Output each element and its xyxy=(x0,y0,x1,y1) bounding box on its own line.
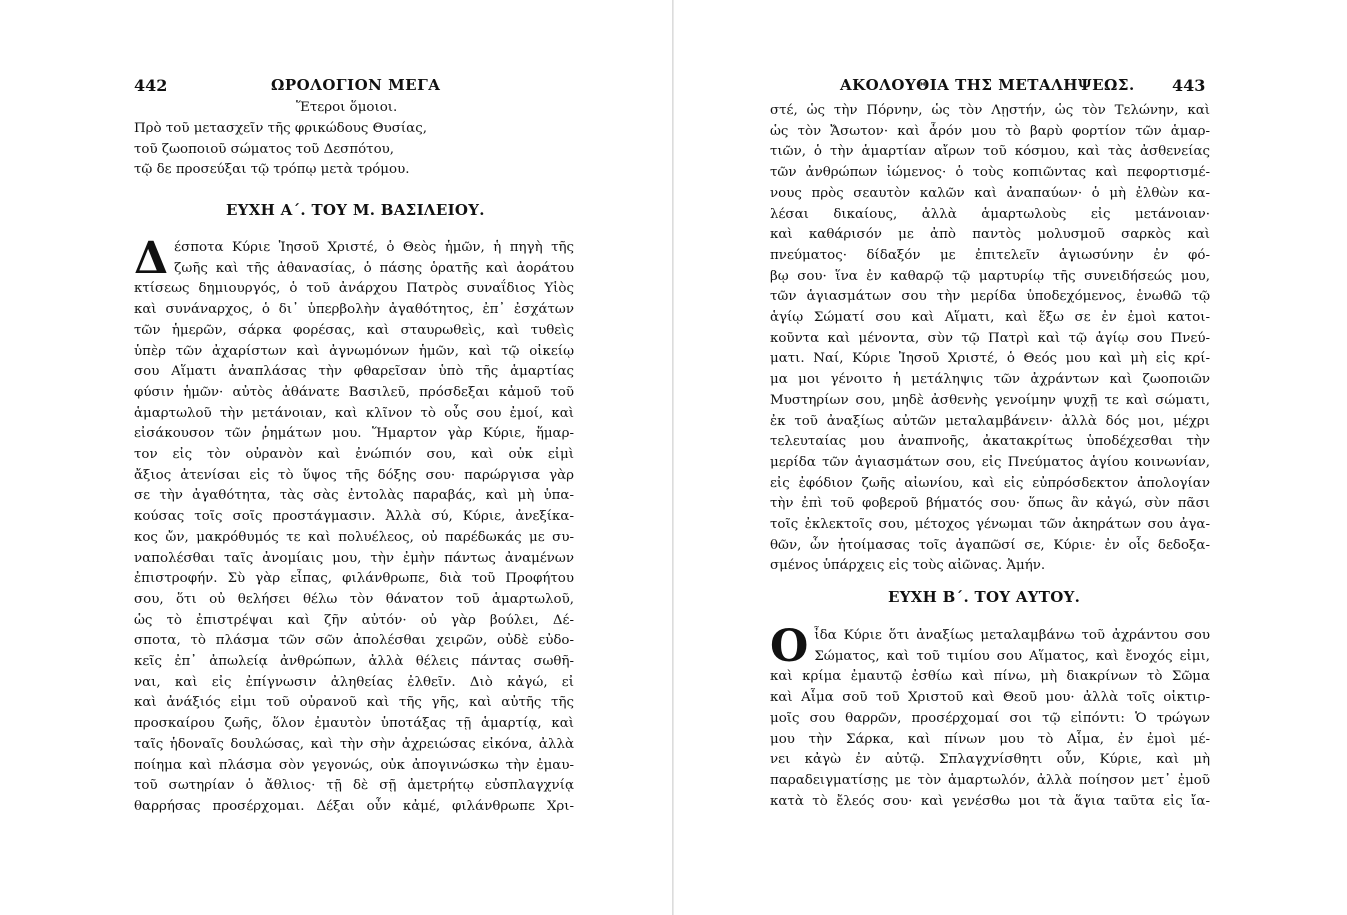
text-line: θῶν, ὧν ἡτοίμασας τοῖς ἀγαπῶσί σε, Κύριε· ἐν οἷς δεδοξα- xyxy=(770,537,1210,553)
intro-heading: Ἕτεροι ὅμοιοι. xyxy=(296,100,398,115)
text-line: τῶν ἀνθρώπων ἰώμενος· ὁ τοὺς κοπιῶντας καὶ πεφορτισμέ- xyxy=(770,165,1210,181)
text-line: στέ, ὡς τὴν Πόρνην, ὡς τὸν Λῃστήν, ὡς τὸν Τελώνην, καὶ xyxy=(770,103,1210,118)
prayer-title-2: ΕΥΧΗ Β΄. ΤΟΥ ΑΥΤΟΥ. xyxy=(888,588,1081,606)
text-line: ἁγίῳ Σώματί σου καὶ Αἵματι, καὶ ἕξω σε ἐν ἐμοὶ κατοι- xyxy=(770,310,1210,326)
intro-verse-line: τοῦ ζωοποιοῦ σώματος τοῦ Δεσπότου, xyxy=(134,141,395,157)
text-line: ὑπὲρ τῶν ἀχαρίστων καὶ ἀγνωμόνων ἡμῶν, καὶ τῷ οἰκείῳ xyxy=(134,343,574,359)
text-line: τῶν ἡμερῶν, σάρκα φορέσας, καὶ σταυρωθεὶς, καὶ τυθεὶς xyxy=(134,322,574,338)
text-line: τον εἰς τὸν οὐρανὸν καὶ ἐνώπιόν σου, καὶ οὐκ εἰμὶ xyxy=(134,447,574,463)
text-line: ναι, καὶ εἰς ἐπίγνωσιν ἀληθείας ἐλθεῖν. Διὸ κἀγώ, εἰ xyxy=(134,674,574,690)
text-line: τὴν ἐπὶ τοῦ φοβεροῦ βήματός σου· ὅπως ἂν κἀγώ, σὺν πᾶσι xyxy=(770,496,1210,512)
left-header xyxy=(134,76,564,100)
text-line: καὶ ἀνάξιός εἰμι τοῦ οὐρανοῦ καὶ τῆς γῆς, καὶ αὐτῆς τῆς xyxy=(134,695,574,711)
text-line: εἰσάκουσον τῶν ῥημάτων μου. Ἥμαρτον γὰρ Κύριε, ἥμαρ- xyxy=(134,426,574,442)
text-line: Σώματος, καὶ τοῦ τιμίου σου Αἵματος, καὶ ἔνοχός εἰμι, xyxy=(814,648,1210,664)
text-line: καὶ κρίμα ἐμαυτῷ ἐσθίω καὶ πίνω, μὴ διακρίνων τὸ Σῶμα xyxy=(770,669,1210,685)
drop-cap-omicron: Ο xyxy=(770,621,809,672)
text-line: σου, ὅτι οὐ θελήσει θέλω τὸν θάνατον τοῦ ἁμαρτωλοῦ, xyxy=(134,591,574,607)
right-header xyxy=(770,76,1210,100)
text-line: προσκαίρου ζωῆς, ὅλον ἐμαυτὸν ὑποτάξας τῇ ἁμαρτίᾳ, καὶ xyxy=(134,716,574,732)
text-line: κτίσεως δημιουργός, ὁ τοῦ ἀνάρχου Πατρὸς συναΐδιος Υἱὸς xyxy=(134,281,574,297)
text-line: ὡς τὸ ἐπιστρέψαι καὶ ζῆν αὐτόν· οὐ γὰρ βούλει, Δέ- xyxy=(134,612,574,628)
text-line: σποτα, τὸ πλάσμα τῶν σῶν ἀπολέσθαι χειρῶν, οὐδὲ εὐδο- xyxy=(134,633,574,649)
prayer-1-continuation xyxy=(770,101,1210,577)
text-line: κεῖς ἐπ᾽ ἀπωλείᾳ ἀνθρώπων, ἀλλὰ θέλεις πάντας σωθῆ- xyxy=(134,654,574,670)
text-line: Μυστηρίων σου, μηδὲ ἀσθενὴς γενοίμην ψυχῇ τε καὶ σώματι, xyxy=(770,392,1210,408)
right-page xyxy=(674,0,1347,915)
text-line: μερίδα τῶν ἁγιασμάτων σου, εἰς Πνεύματος ἁγίου κοινωνίαν, xyxy=(770,454,1210,470)
text-line: πνεύματος· δίδαξόν με ἐπιτελεῖν ἁγιωσύνην ἐν φό- xyxy=(770,247,1210,263)
text-line: έσποτα Κύριε Ἰησοῦ Χριστέ, ὁ Θεὸς ἡμῶν, ἡ πηγὴ τῆς xyxy=(174,240,574,255)
text-line: ἶδα Κύριε ὅτι ἀναξίως μεταλαμβάνω τοῦ ἀχράντου σου xyxy=(814,628,1210,643)
text-line: μα μοι γένοιτο ἡ μετάληψις τῶν ἀχράντων καὶ ζωοποιῶν xyxy=(770,372,1210,388)
text-line: καὶ Αἷμα σοῦ τοῦ Χριστοῦ καὶ Θεοῦ μου· ἀλλὰ τοῖς οἰκτιρ- xyxy=(770,690,1210,706)
text-line: ἁμαρτωλοῦ τὴν μετάνοιαν, καὶ κλῖνον τὸ οὖς σου ἐμοί, καὶ xyxy=(134,405,574,421)
intro-verse-line: Πρὸ τοῦ μετασχεῖν τῆς φρικώδους Θυσίας, xyxy=(134,121,427,136)
text-line: παραδειγματίσῃς με τὸν ἁμαρτωλόν, ἀλλὰ ποίησον μετ᾽ ἐμοῦ xyxy=(770,772,1210,788)
page-number-left: 442 xyxy=(134,76,168,95)
text-line: κατὰ τὸ ἔλεός σου· καὶ γενέσθω μοι τὰ ἅγια ταῦτα εἰς ἴα- xyxy=(770,793,1210,809)
text-line: ἄξιος ἀτενίσαι εἰς τὸ ὕψος τῆς δόξης σου· παρώργισα γὰρ xyxy=(134,467,574,483)
text-line: ναπολέσθαι ταῖς ἀνομίαις μου, τὴν ἐμὴν πάντως ἀναμένων xyxy=(134,550,574,566)
text-line: ποίημα καὶ πλάσμα σὸν γεγονώς, οὐκ ἀπογινώσκω τὴν ἐμαυ- xyxy=(134,757,574,773)
text-line: νους πρὸς σεαυτὸν καλῶν καὶ ἀναπαύων· ὁ μὴ ἐλθὼν κα- xyxy=(770,185,1210,201)
text-line: εἰς ἐφόδιον ζωῆς αἰωνίου, καὶ εἰς εὐπρόσδεκτον ἀπολογίαν xyxy=(770,475,1210,491)
text-line: κος ὤν, μακρόθυμός τε καὶ πολυέλεος, οὐ παρέδωκάς με συ- xyxy=(134,529,574,545)
prayer-title-1: ΕΥΧΗ Α΄. ΤΟΥ Μ. ΒΑΣΙΛΕΙΟΥ. xyxy=(226,201,485,219)
text-line: μου τὴν Σάρκα, καὶ πίνων μου τὸ Αἷμα, ἐν ἐμοὶ μέ- xyxy=(770,731,1210,747)
text-line: κούσας τοῖς σοῖς προστάγμασιν. Ἀλλὰ σύ, Κύριε, ἀνεξίκα- xyxy=(134,509,574,525)
text-line: σου Αἵματι ἀναπλάσας τὴν φθαρεῖσαν ὑπὸ τῆς ἁμαρτίας xyxy=(134,364,574,380)
text-line: τῶν ἁγιασμάτων σου τὴν μερίδα ὑποδεχόμενος, ἑνωθῶ τῷ xyxy=(770,289,1210,305)
text-line: ἐκ τοῦ ἀναξίως αὐτῶν μεταλαμβάνειν· ἀλλὰ δός μοι, μέχρι xyxy=(770,413,1210,429)
text-line: κοῦντα καὶ μένοντα, σὺν τῷ Πατρὶ καὶ τῷ ἁγίῳ σου Πνεύ- xyxy=(770,330,1210,346)
text-line: φύσιν ἡμῶν· αὐτὸς ἀθάνατε Βασιλεῦ, πρόσδεξαι κἀμοῦ τοῦ xyxy=(134,384,574,400)
text-line: μοῖς σου θαρρῶν, προσέρχομαί σοι τῷ εἰπόντι: Ὁ τρώγων xyxy=(770,710,1210,726)
text-line: τοῦ σωτηρίαν ὁ ἄθλιος· τῇ δὲ σῇ ἀμετρήτῳ εὐσπλαγχνίᾳ xyxy=(134,778,574,794)
text-line: ἐπιστροφήν. Σὺ γὰρ εἶπας, φιλάνθρωπε, διὰ τοῦ Προφήτου xyxy=(134,571,574,587)
prayer-2-body xyxy=(770,621,1210,812)
text-line: τοῖς ἐκλεκτοῖς σου, μέτοχος γένωμαι τῶν ἀκηράτων σου ἀγα- xyxy=(770,517,1210,533)
text-line: τιῶν, ὁ τὴν ἁμαρτίαν αἴρων τοῦ κόσμου, καὶ τὰς ἀσθενείας xyxy=(770,144,1210,160)
text-line: τελευταίας μου ἀναπνοῆς, ἀκατακρίτως ὑποδέχεσθαι τὴν xyxy=(770,434,1210,450)
text-line: θαρρήσας προσέρχομαι. Δέξαι οὖν κἀμέ, φιλάνθρωπε Χρι- xyxy=(134,798,574,814)
text-line: καὶ καθάρισόν με ἀπὸ παντὸς μολυσμοῦ σαρκὸς καὶ xyxy=(770,227,1210,243)
intro-verses xyxy=(134,119,554,181)
left-page xyxy=(0,0,672,915)
text-line: ζωῆς καὶ τῆς ἀθανασίας, ὁ πάσης ὁρατῆς καὶ ἀοράτου xyxy=(174,260,574,276)
text-line: σε τὴν ἀγαθότητα, τὰς σὰς ἐντολὰς παραβάς, καὶ μὴ ὑπα- xyxy=(134,488,574,504)
text-line: ὡς τὸν Ἄσωτον· καὶ ἆρόν μου τὸ βαρὺ φορτίον τῶν ἁμαρ- xyxy=(770,123,1210,139)
text-line: ματι. Ναί, Κύριε Ἰησοῦ Χριστέ, ὁ Θεός μου καὶ μὴ εἰς κρί- xyxy=(770,351,1210,367)
prayer-1-body xyxy=(134,233,574,818)
drop-cap-delta: Δ xyxy=(134,233,169,284)
text-line: λέσαι δικαίους, ἀλλὰ ἁμαρτωλοὺς εἰς μετάνοιαν· xyxy=(770,206,1210,222)
text-line: καὶ συνάναρχος, ὁ δι᾽ ὑπερβολὴν ἀγαθότητος, ἐπ᾽ ἐσχάτων xyxy=(134,302,574,318)
text-line: ταῖς ἡδοναῖς δουλώσας, καὶ τὴν σὴν ἀχρειώσας εἰκόνα, ἀλλὰ xyxy=(134,736,574,752)
text-line: νει κἀγὼ ἐν αὐτῷ. Σπλαγχνίσθητι οὖν, Κύριε, καὶ μὴ xyxy=(770,752,1210,768)
text-line: σμένος ὑπάρχεις εἰς τοὺς αἰῶνας. Ἀμήν. xyxy=(770,558,1046,574)
intro-verse-line: τῷ δε προσεύξαι τῷ τρόπῳ μετὰ τρόμου. xyxy=(134,162,410,178)
page-number-right: 443 xyxy=(1172,76,1206,95)
text-line: βῳ σου· ἵνα ἐν καθαρῷ τῷ μαρτυρίῳ τῆς συνειδήσεώς μου, xyxy=(770,268,1210,284)
running-head-right: ΑΚΟΛΟΥΘΙΑ ΤΗΣ ΜΕΤΑΛΗΨΕΩΣ. xyxy=(840,76,1135,94)
running-head-left: ΩΡΟΛΟΓΙΟΝ ΜΕΓΑ xyxy=(271,76,441,94)
